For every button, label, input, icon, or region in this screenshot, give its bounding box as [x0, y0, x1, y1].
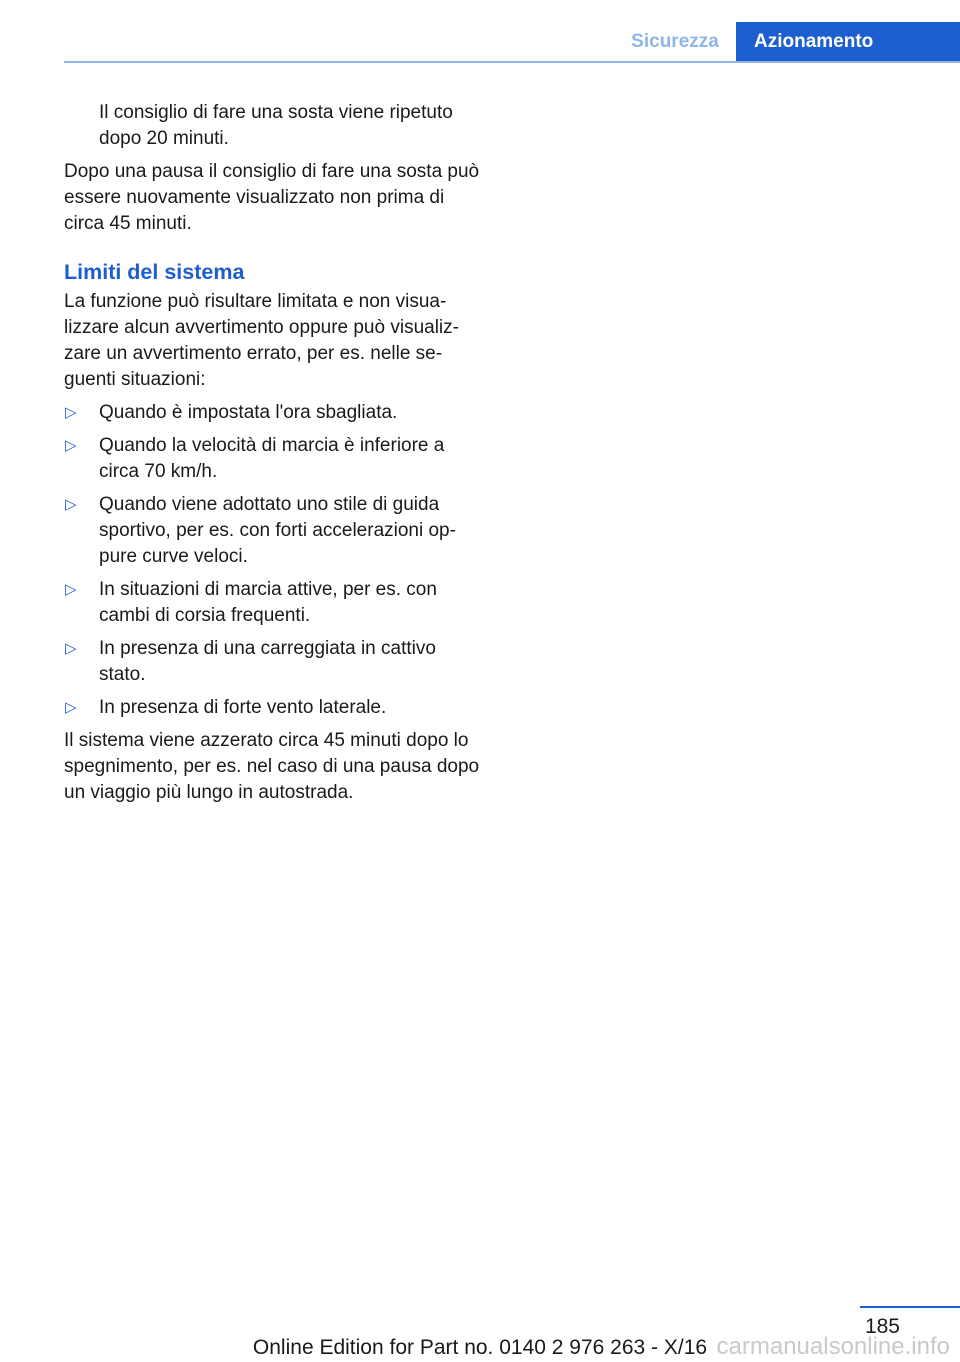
section-title: Limiti del sistema	[64, 260, 245, 284]
triangle-bullet-icon: ▷	[65, 437, 77, 454]
list-item-text: Quando viene adottato uno stile di guida sportivo, per es. con forti accelerazioni oppure curve veloci.	[99, 494, 456, 567]
edition-footer: Online Edition for Part no. 0140 2 976 263 - X/16	[252, 1336, 708, 1359]
list-item-text: In situazioni di marcia attive, per es. con cambi di corsia frequenti.	[99, 579, 437, 626]
triangle-bullet-icon: ▷	[65, 496, 77, 513]
limits-list	[64, 400, 484, 721]
triangle-bullet-icon: ▷	[65, 404, 77, 421]
list-item	[64, 636, 484, 688]
page-number: 185	[864, 1315, 900, 1338]
list-item-text: In presenza di una carreggiata in cattivo stato.	[99, 638, 436, 685]
closing-paragraph: Il sistema viene azzerato circa 45 minuti dopo lo spegnimento, per es. nel caso di una pausa dopo un viaggio più lungo in autostrada.	[64, 730, 480, 803]
triangle-bullet-icon: ▷	[65, 699, 77, 716]
header-rule	[64, 61, 960, 63]
limits-paragraph: La funzione può risultare limitata e non visualizzare alcun avvertimento oppure può visualizzare un avvertimento errato, per es. nelle seguenti situazioni:	[64, 291, 459, 390]
list-item	[64, 400, 484, 426]
triangle-bullet-icon: ▷	[65, 640, 77, 657]
page-number-rule	[860, 1306, 960, 1308]
intro-indented-paragraph: Il consiglio di fare una sosta viene ripetuto dopo 20 minuti.	[99, 102, 453, 149]
page-content	[64, 100, 484, 813]
list-item-text: Quando la velocità di marcia è inferiore a circa 70 km/h.	[99, 435, 445, 482]
header-chapter-tab: Azionamento	[736, 22, 960, 62]
list-item	[64, 577, 484, 629]
triangle-bullet-icon: ▷	[65, 581, 77, 598]
list-item-text: Quando è impostata l'ora sbagliata.	[99, 402, 398, 423]
list-item	[64, 695, 484, 721]
intro-paragraph: Dopo una pausa il consiglio di fare una sosta può essere nuovamente visualizzato non prima di circa 45 minuti.	[64, 161, 480, 234]
watermark: carmanualsonline.info	[716, 1333, 950, 1360]
list-item-text: In presenza di forte vento laterale.	[99, 697, 387, 718]
list-item	[64, 433, 484, 485]
header-section-label: Sicurezza	[631, 31, 719, 52]
list-item	[64, 492, 484, 570]
